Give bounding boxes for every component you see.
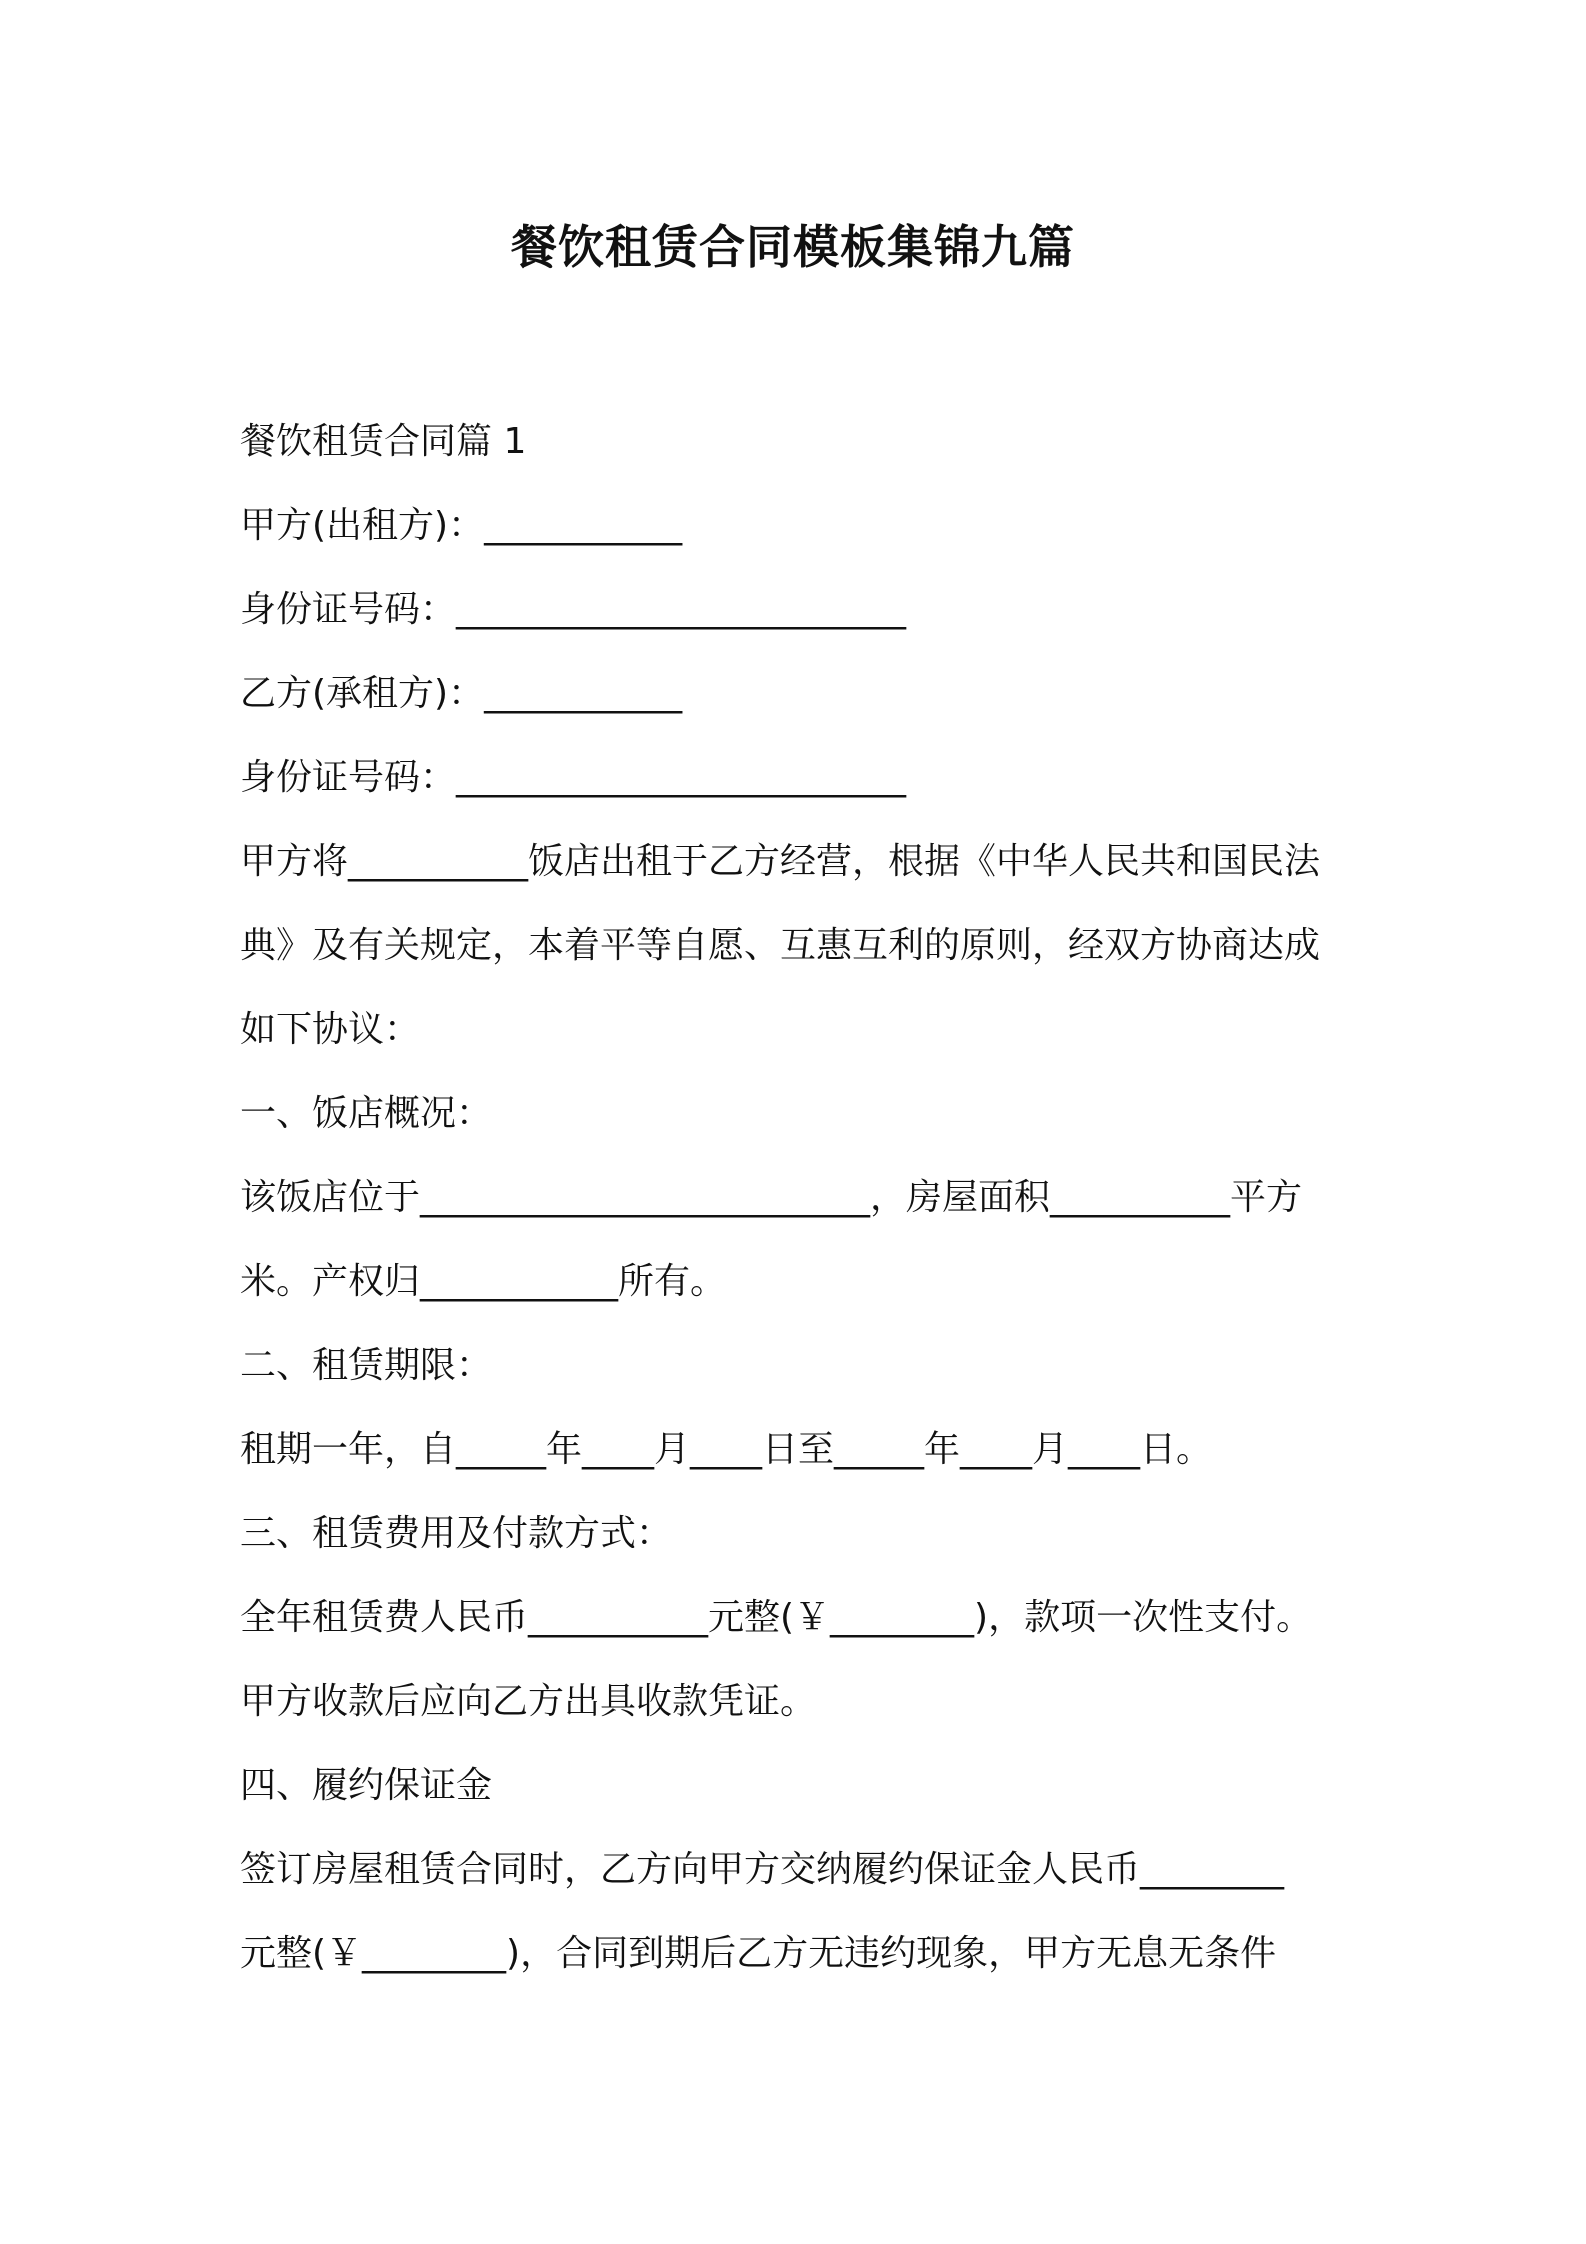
- party-a-line: 甲方(出租方)：___________: [240, 505, 683, 546]
- paragraph-line: 该饭店位于_________________________，房屋面积__________平方: [240, 1177, 1303, 1218]
- paragraph-line: 全年租赁费人民币__________元整(￥________)，款项一次性支付。: [240, 1597, 1313, 1638]
- paragraph-line: 米。产权归___________所有。: [240, 1261, 727, 1302]
- party-b-id-line: 身份证号码：_________________________: [240, 757, 907, 798]
- paragraph-line: 甲方收款后应向乙方出具收款凭证。: [240, 1681, 817, 1722]
- paragraph-line: 甲方将__________饭店出租于乙方经营，根据《中华人民共和国民法: [240, 841, 1321, 882]
- paragraph-line: 签订房屋租赁合同时，乙方向甲方交纳履约保证金人民币________: [240, 1849, 1285, 1890]
- document-body: [240, 400, 1370, 1996]
- party-b-line: 乙方(承租方)：___________: [240, 673, 683, 714]
- document-title: 餐饮租赁合同模板集锦九篇: [511, 220, 1075, 274]
- paragraph-line: 元整(￥________)，合同到期后乙方无违约现象，甲方无息无条件: [240, 1933, 1277, 1974]
- paragraph-line: 典》及有关规定，本着平等自愿、互惠互利的原则，经双方协商达成: [240, 925, 1321, 966]
- party-a-id-line: 身份证号码：_________________________: [240, 589, 907, 630]
- paragraph-line: 如下协议：: [240, 1009, 421, 1050]
- clause-heading: 二、租赁期限：: [240, 1345, 493, 1386]
- clause-heading: 三、租赁费用及付款方式：: [240, 1513, 673, 1554]
- clause-heading: 四、履约保证金: [240, 1765, 493, 1806]
- section-heading-contract-1: 餐饮租赁合同篇 1: [240, 421, 527, 462]
- paragraph-line: 租期一年，自_____年____月____日至_____年____月____日。: [240, 1429, 1213, 1470]
- clause-heading: 一、饭店概况：: [240, 1093, 493, 1134]
